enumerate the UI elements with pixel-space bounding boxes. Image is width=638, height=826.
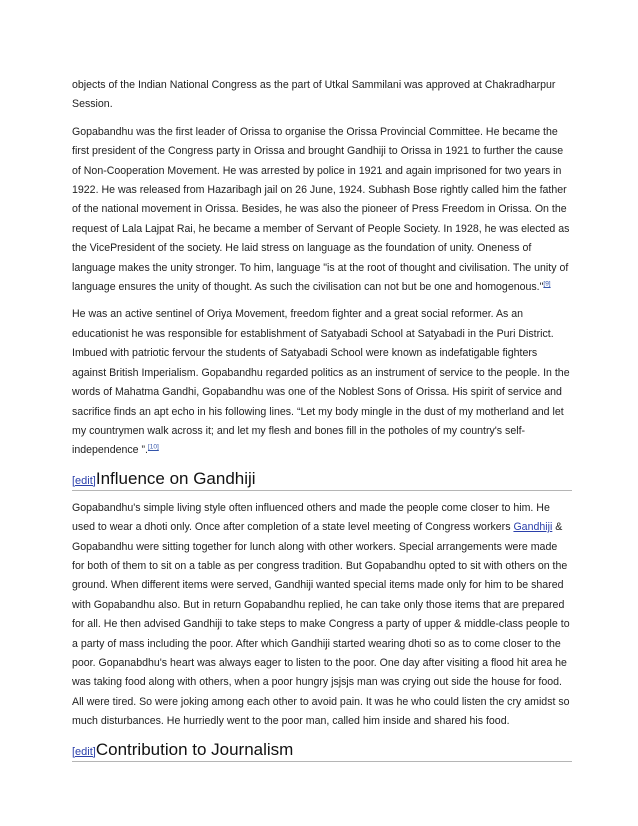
gandhiji-link[interactable]: Gandhiji xyxy=(513,521,553,534)
citation-9[interactable] xyxy=(543,281,550,288)
paragraph-utkal-sammilani xyxy=(72,76,572,115)
edit-section-link[interactable] xyxy=(72,746,96,758)
section-heading-journalism xyxy=(72,740,572,762)
paragraph-provincial-committee xyxy=(72,123,572,298)
edit-link[interactable]: [edit] xyxy=(72,474,96,487)
paragraph-text: Gopabandhu was the first leader of Orissa to organise the Orissa Provincial Committee. He became the first president of the Congress party in Orissa and brought Gandhiji to Orissa in 1921 to further the cause of Non-Cooperation Movement. He was arrested by police in 1921 and again imprisoned for two years in 1922. He was released from Hazaribagh jail on 26 June, 1924. Subhash Bose rightly called him the father of the national movement in Orissa. Besides, he was also the pioneer of Press Freedom in Orissa. On the request of Lala Lajpat Rai, he became a member of Servant of People Society. In 1928, he was elected as the VicePresident of the society. He laid stress on language as the foundation of unity. Oneness of language makes the unity stronger. To him, language "is at the root of thought and civilisation. The unity of language ensures the unity of thought. As such the civilisation can not but be one and homogenous." xyxy=(72,125,570,294)
section-title: Influence on Gandhiji xyxy=(95,468,256,488)
citation-link[interactable]: [10] xyxy=(147,443,159,451)
edit-link[interactable]: [edit] xyxy=(72,745,96,758)
section-heading-influence xyxy=(72,469,572,491)
paragraph-text: He was an active sentinel of Oriya Movement, freedom fighter and a great social reformer. As an educationist he was responsible for establishment of Satyabadi School at Satyabadi in the Puri District. Imbued with patriotic fervour the students of Satyabadi School were known as indefatigable fighters against British Imperialism. Gopabandhu regarded politics as an instrument of service to the people. In the words of Mahatma Gandhi, Gopabandhu was one of the Noblest Sons of Orissa. His spirit of service and sacrifice finds an apt echo in his following lines. “Let my body mingle in the dust of my motherland and let my countrymen walk across it; and let my flesh and bones fill in the potholes of my country's self-independence ”. xyxy=(72,308,570,457)
paragraph-oriya-movement xyxy=(72,305,572,460)
citation-link[interactable]: [9] xyxy=(543,280,551,288)
paragraph-text: Gopabandhu's simple living style often influenced others and made the people come closer to him. He used to wear a dhoti only. Once after completion of a state level meeting of Congress workers xyxy=(72,501,550,534)
paragraph-gandhiji-lunch xyxy=(72,499,572,732)
article-body xyxy=(72,76,572,770)
edit-section-link[interactable] xyxy=(72,475,96,487)
citation-10[interactable] xyxy=(148,444,159,451)
paragraph-text: & Gopabandhu were sitting together for lunch along with other workers. Special arrangements were made for both of them to sit on a table as per congress tradition. But Gopabandhu opted to sit with others on the ground. When different items were served, Gandhiji wanted special items made only for him to be shared with Gopabandhu also. But in return Gopabandhu replied, he can take only those items that are prepared for all. He then advised Gandhiji to take steps to make Congress a party of upper & middle-class people to a party of mass including the poor. After which Gandhiji started wearing dhoti so as to come closer to the poor. Gopanabdhu's heart was always eager to listen to the poor. One day after visiting a flood hit area he was taking food along with others, when a poor hungry jsjsjs man was crying out side the house for food. All were tired. So were joking among each other to avoid pain. It was he who could listen the cry amidst so much disturbances. He hurriedly went to the poor man, called him inside and shared his food. xyxy=(72,521,570,728)
section-title: Contribution to Journalism xyxy=(95,739,294,759)
paragraph-text: objects of the Indian National Congress as the part of Utkal Sammilani was approved at Chakradharpur Session. xyxy=(72,79,556,111)
